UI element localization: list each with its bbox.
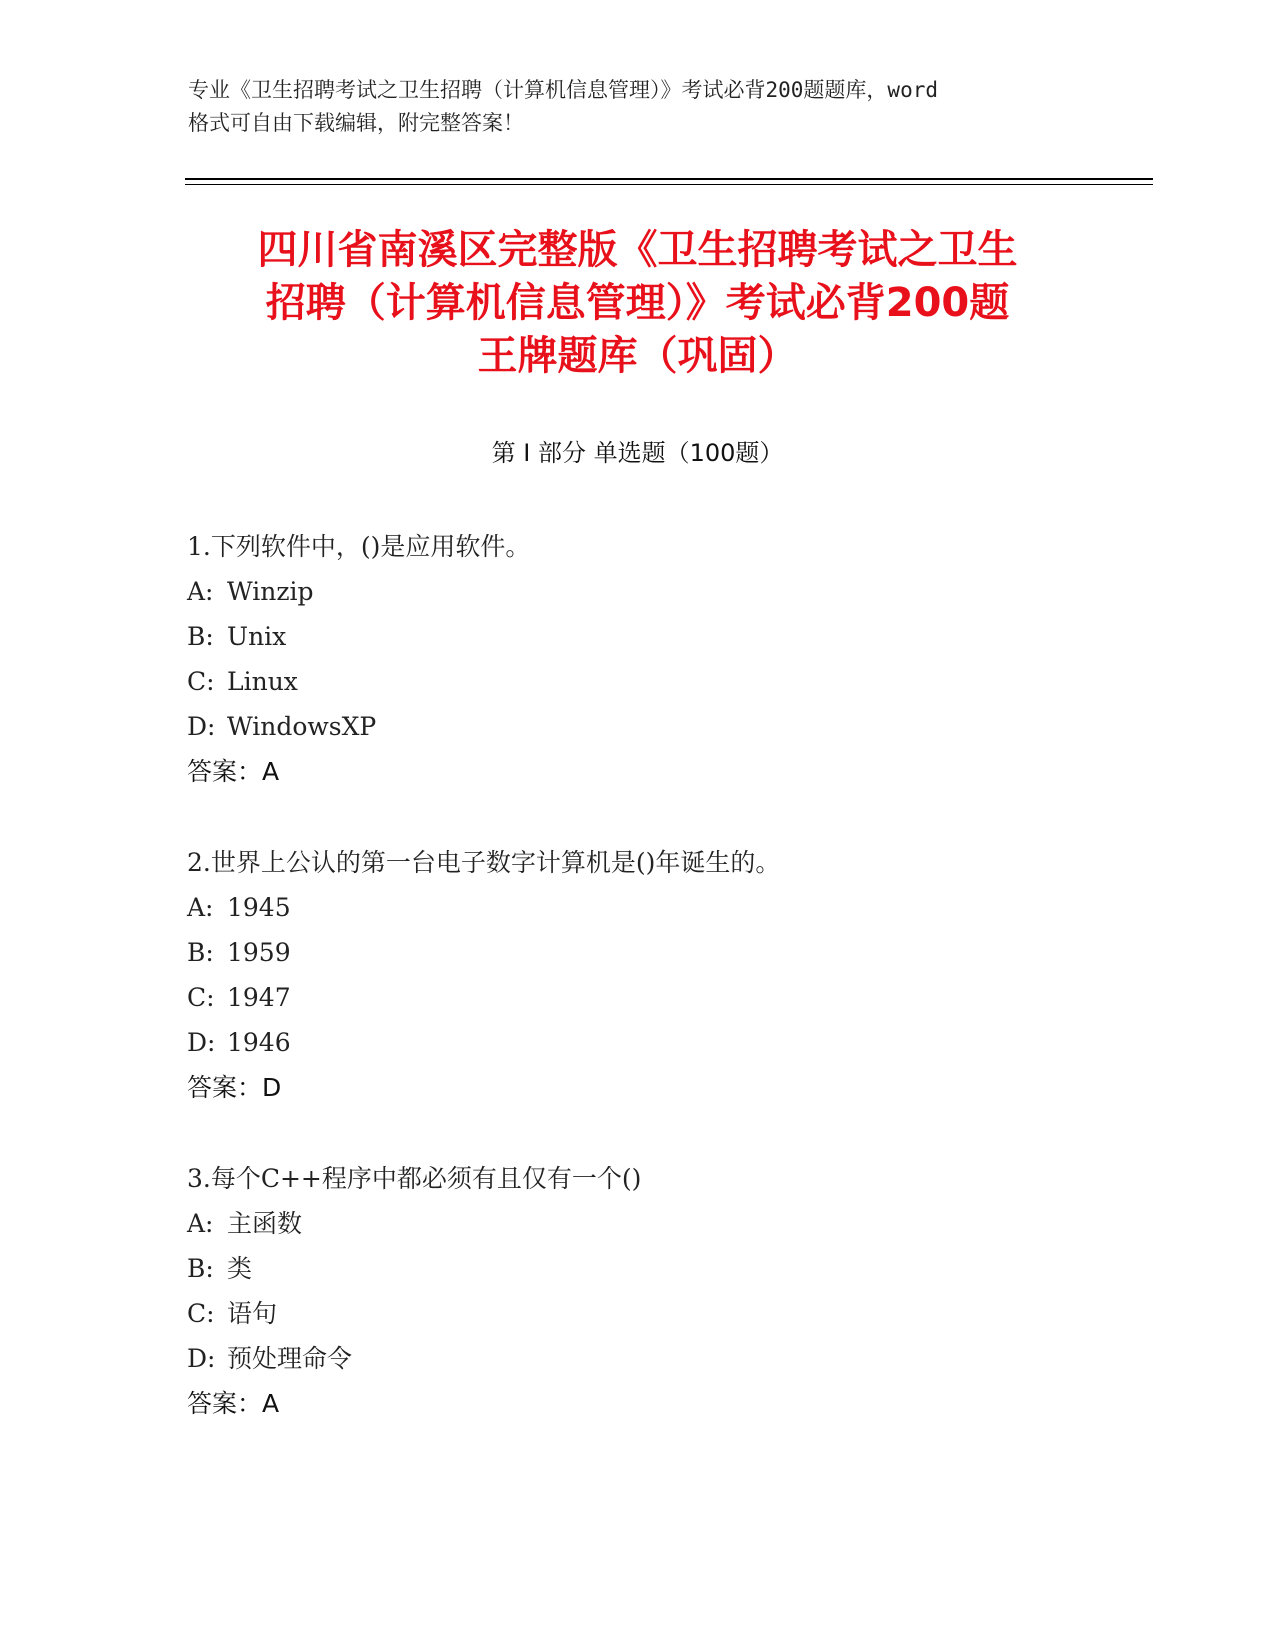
option-text: WindowsXP xyxy=(227,712,377,741)
option-letter: A: xyxy=(187,893,214,922)
option-c xyxy=(187,659,1147,704)
answer-line: 答案：A xyxy=(187,1389,280,1418)
header-rule-thin xyxy=(185,184,1153,185)
option-text: Unix xyxy=(227,622,287,651)
option-b xyxy=(187,1246,1147,1291)
option-letter: D: xyxy=(187,1344,216,1373)
option-a xyxy=(187,569,1147,614)
option-b xyxy=(187,614,1147,659)
option-d xyxy=(187,1020,1147,1065)
option-text: 1946 xyxy=(227,1028,291,1057)
option-text: 1945 xyxy=(227,893,291,922)
title-line-3: 王牌题库（巩固） xyxy=(477,333,798,379)
option-letter: A: xyxy=(187,577,214,606)
option-letter: C: xyxy=(187,667,215,696)
question-stem: 1.下列软件中，()是应用软件。 xyxy=(187,532,531,561)
option-text: 1947 xyxy=(227,983,291,1012)
option-text: Winzip xyxy=(227,577,314,606)
option-d xyxy=(187,704,1147,749)
option-letter: C: xyxy=(187,1299,215,1328)
intro-line-2: 格式可自由下载编辑，附完整答案！ xyxy=(188,111,524,135)
question-stem: 3.每个C++程序中都必须有且仅有一个() xyxy=(187,1164,642,1193)
question-3 xyxy=(187,1156,1147,1426)
document-title xyxy=(150,224,1125,383)
option-text: 类 xyxy=(227,1254,253,1283)
section-heading: 第 I 部分 单选题（100题） xyxy=(491,439,784,467)
option-c xyxy=(187,975,1147,1020)
option-b xyxy=(187,930,1147,975)
option-text: 1959 xyxy=(227,938,291,967)
question-2 xyxy=(187,840,1147,1110)
option-a xyxy=(187,1201,1147,1246)
option-letter: D: xyxy=(187,712,216,741)
option-letter: B: xyxy=(187,622,214,651)
option-text: 主函数 xyxy=(227,1209,303,1238)
option-a xyxy=(187,885,1147,930)
option-letter: B: xyxy=(187,938,214,967)
intro-paragraph xyxy=(188,74,1108,140)
option-text: 预处理命令 xyxy=(227,1344,353,1373)
option-text: 语句 xyxy=(227,1299,278,1328)
question-stem: 2.世界上公认的第一台电子数字计算机是()年诞生的。 xyxy=(187,848,781,877)
answer-line: 答案：A xyxy=(187,757,280,786)
option-c xyxy=(187,1291,1147,1336)
option-letter: C: xyxy=(187,983,215,1012)
question-1 xyxy=(187,524,1147,794)
title-line-1: 四川省南溪区完整版《卫生招聘考试之卫生 xyxy=(257,227,1018,273)
option-letter: B: xyxy=(187,1254,214,1283)
intro-line-1: 专业《卫生招聘考试之卫生招聘（计算机信息管理）》考试必背200题题库，word xyxy=(188,78,938,102)
option-text: Linux xyxy=(227,667,298,696)
title-line-2: 招聘（计算机信息管理）》考试必背200题 xyxy=(265,280,1010,326)
option-letter: A: xyxy=(187,1209,214,1238)
option-d xyxy=(187,1336,1147,1381)
answer-line: 答案：D xyxy=(187,1073,282,1102)
header-rule-thick xyxy=(185,178,1153,180)
option-letter: D: xyxy=(187,1028,216,1057)
